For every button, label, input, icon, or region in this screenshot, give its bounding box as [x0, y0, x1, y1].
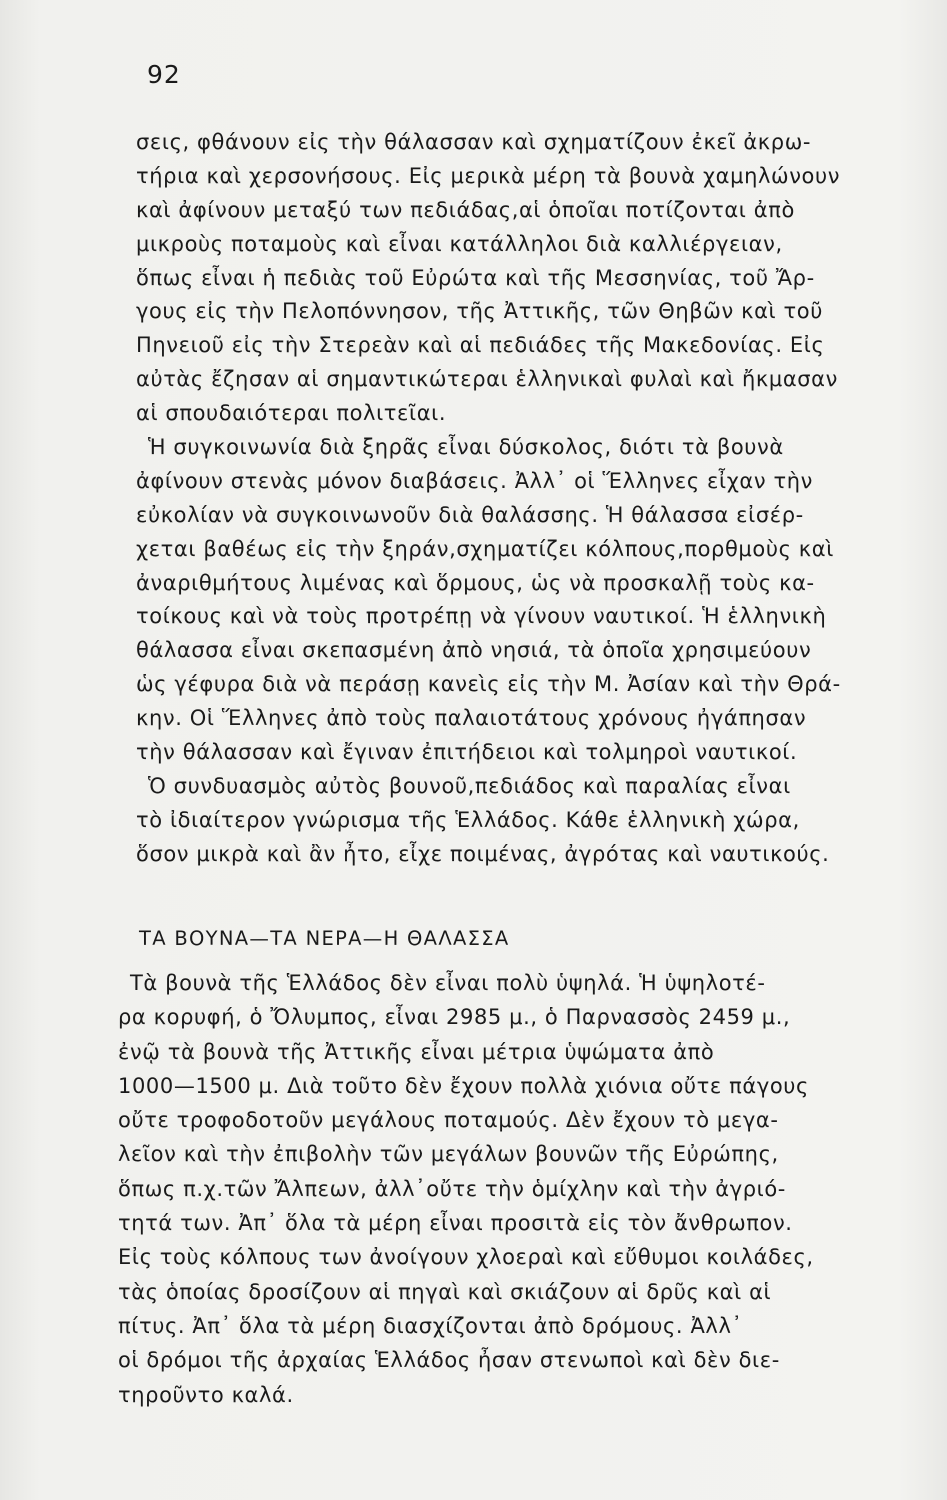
- text-line: ἀναριθμήτους λιμένας καὶ ὅρμους, ὡς νὰ προσκαλῇ τοὺς κα-: [136, 570, 815, 595]
- text-line: Ὁ συνδυασμὸς αὐτὸς βουνοῦ,πεδιάδος καὶ παραλίας εἶναι: [148, 773, 791, 798]
- text-line: εὐκολίαν νὰ συγκοινωνοῦν διὰ θαλάσσης. Ἡ θάλασσα εἰσέρ-: [136, 502, 804, 527]
- text-line: Τὰ βουνὰ τῆς Ἑλλάδος δὲν εἶναι πολὺ ὑψηλά. Ἡ ὑψηλοτέ-: [130, 971, 766, 995]
- text-line: ἀφίνουν στενὰς μόνον διαβάσεις. Ἀλλ᾽ οἱ Ἕλληνες εἶχαν τὴν: [136, 468, 813, 493]
- text-line: τητά των. Ἀπ᾽ ὅλα τὰ μέρη εἶναι προσιτὰ εἰς τὸν ἄνθρωπον.: [118, 1211, 793, 1236]
- text-line: ὡς γέφυρα διὰ νὰ περάσῃ κανεὶς εἰς τὴν Μ. Ἀσίαν καὶ τὴν Θρά-: [136, 672, 841, 697]
- text-line: 1000—1500 μ. Διὰ τοῦτο δὲν ἔχουν πολλὰ χιόνια οὔτε πάγους: [118, 1073, 809, 1098]
- text-line: ὅσον μικρὰ καὶ ἂν ἦτο, εἶχε ποιμένας, ἀγρότας καὶ ναυτικούς.: [136, 841, 830, 866]
- text-line: τοίκους καὶ νὰ τοὺς προτρέπῃ νὰ γίνουν ναυτικοί. Ἡ ἑλληνικὴ: [136, 604, 827, 629]
- text-line: ἐνῷ τὰ βουνὰ τῆς Ἀττικῆς εἶναι μέτρια ὑψώματα ἀπὸ: [118, 1039, 715, 1064]
- page-number: 92: [147, 60, 181, 89]
- text-line: τὰς ὁποίας δροσίζουν αἱ πηγαὶ καὶ σκιάζουν αἱ δρῦς καὶ αἱ: [118, 1279, 772, 1304]
- text-line: θάλασσα εἶναι σκεπασμένη ἀπὸ νησιά, τὰ ὁποῖα χρησιμεύουν: [136, 638, 812, 663]
- text-line: λεῖον καὶ τὴν ἐπιβολὴν τῶν μεγάλων βουνῶν τῆς Εὐρώπης,: [118, 1142, 779, 1167]
- text-line: οὔτε τροφοδοτοῦν μεγάλους ποταμούς. Δὲν ἔχουν τὸ μεγα-: [118, 1108, 779, 1133]
- text-line: ὅπως π.χ.τῶν Ἄλπεων, ἀλλ᾽οὔτε τὴν ὁμίχλην καὶ τὴν ἀγριό-: [118, 1176, 786, 1201]
- text-line: Πηνειοῦ εἰς τὴν Στερεὰν καὶ αἱ πεδιάδες τῆς Μακεδονίας. Εἰς: [136, 333, 825, 358]
- text-line: τήρια καὶ χερσονήσους. Εἰς μερικὰ μέρη τὰ βουνὰ χαμηλώνουν: [136, 163, 841, 188]
- text-line: τὸ ἰδιαίτερον γνώρισμα τῆς Ἑλλάδος. Κάθε ἑλληνικὴ χώρα,: [136, 807, 800, 832]
- text-line: κην. Οἱ Ἕλληνες ἀπὸ τοὺς παλαιοτάτους χρόνους ἠγάπησαν: [136, 706, 807, 731]
- text-line: τηροῦντο καλά.: [118, 1382, 294, 1407]
- text-line: τὴν θάλασσαν καὶ ἔγιναν ἐπιτήδειοι καὶ τολμηροὶ ναυτικοί.: [136, 740, 798, 765]
- text-line: αὐτὰς ἔζησαν αἱ σημαντικώτεραι ἑλληνικαὶ φυλαὶ καὶ ἤκμασαν: [136, 367, 838, 392]
- text-line: οἱ δρόμοι τῆς ἀρχαίας Ἑλλάδος ἦσαν στενωποὶ καὶ δὲν διε-: [118, 1348, 780, 1373]
- text-line: ρα κορυφή, ὁ Ὄλυμπος, εἶναι 2985 μ., ὁ Παρνασσὸς 2459 μ.,: [118, 1005, 791, 1030]
- text-line: καὶ ἀφίνουν μεταξύ των πεδιάδας,αἱ ὁποῖαι ποτίζονται ἀπὸ: [136, 197, 795, 222]
- text-line: γους εἰς τὴν Πελοπόννησον, τῆς Ἀττικῆς, τῶν Θηβῶν καὶ τοῦ: [136, 299, 823, 324]
- text-line: αἱ σπουδαιότεραι πολιτεῖαι.: [136, 401, 447, 426]
- lower-text: [118, 966, 908, 1412]
- section-heading: ΤΑ ΒΟΥΝΑ—ΤΑ ΝΕΡΑ—Η ΘΑΛΑΣΣΑ: [139, 927, 510, 950]
- text-line: πίτυς. Ἀπ᾽ ὅλα τὰ μέρη διασχίζονται ἀπὸ δρόμους. Ἀλλ᾽: [118, 1313, 743, 1338]
- upper-text: [136, 126, 908, 872]
- text-line: Εἰς τοὺς κόλπους των ἀνοίγουν χλοεραὶ καὶ εὔθυμοι κοιλάδες,: [118, 1245, 814, 1270]
- text-line: ὅπως εἶναι ἡ πεδιὰς τοῦ Εὐρώτα καὶ τῆς Μεσσηνίας, τοῦ Ἄρ-: [136, 265, 815, 290]
- text-line: Ἡ συγκοινωνία διὰ ξηρᾶς εἶναι δύσκολος, διότι τὰ βουνὰ: [148, 435, 784, 460]
- text-line: σεις, φθάνουν εἰς τὴν θάλασσαν καὶ σχηματίζουν ἐκεῖ ἀκρω-: [136, 130, 812, 154]
- text-line: μικροὺς ποταμοὺς καὶ εἶναι κατάλληλοι διὰ καλλιέργειαν,: [136, 231, 783, 256]
- text-line: χεται βαθέως εἰς τὴν ξηράν,σχηματίζει κόλπους,πορθμοὺς καὶ: [136, 536, 834, 561]
